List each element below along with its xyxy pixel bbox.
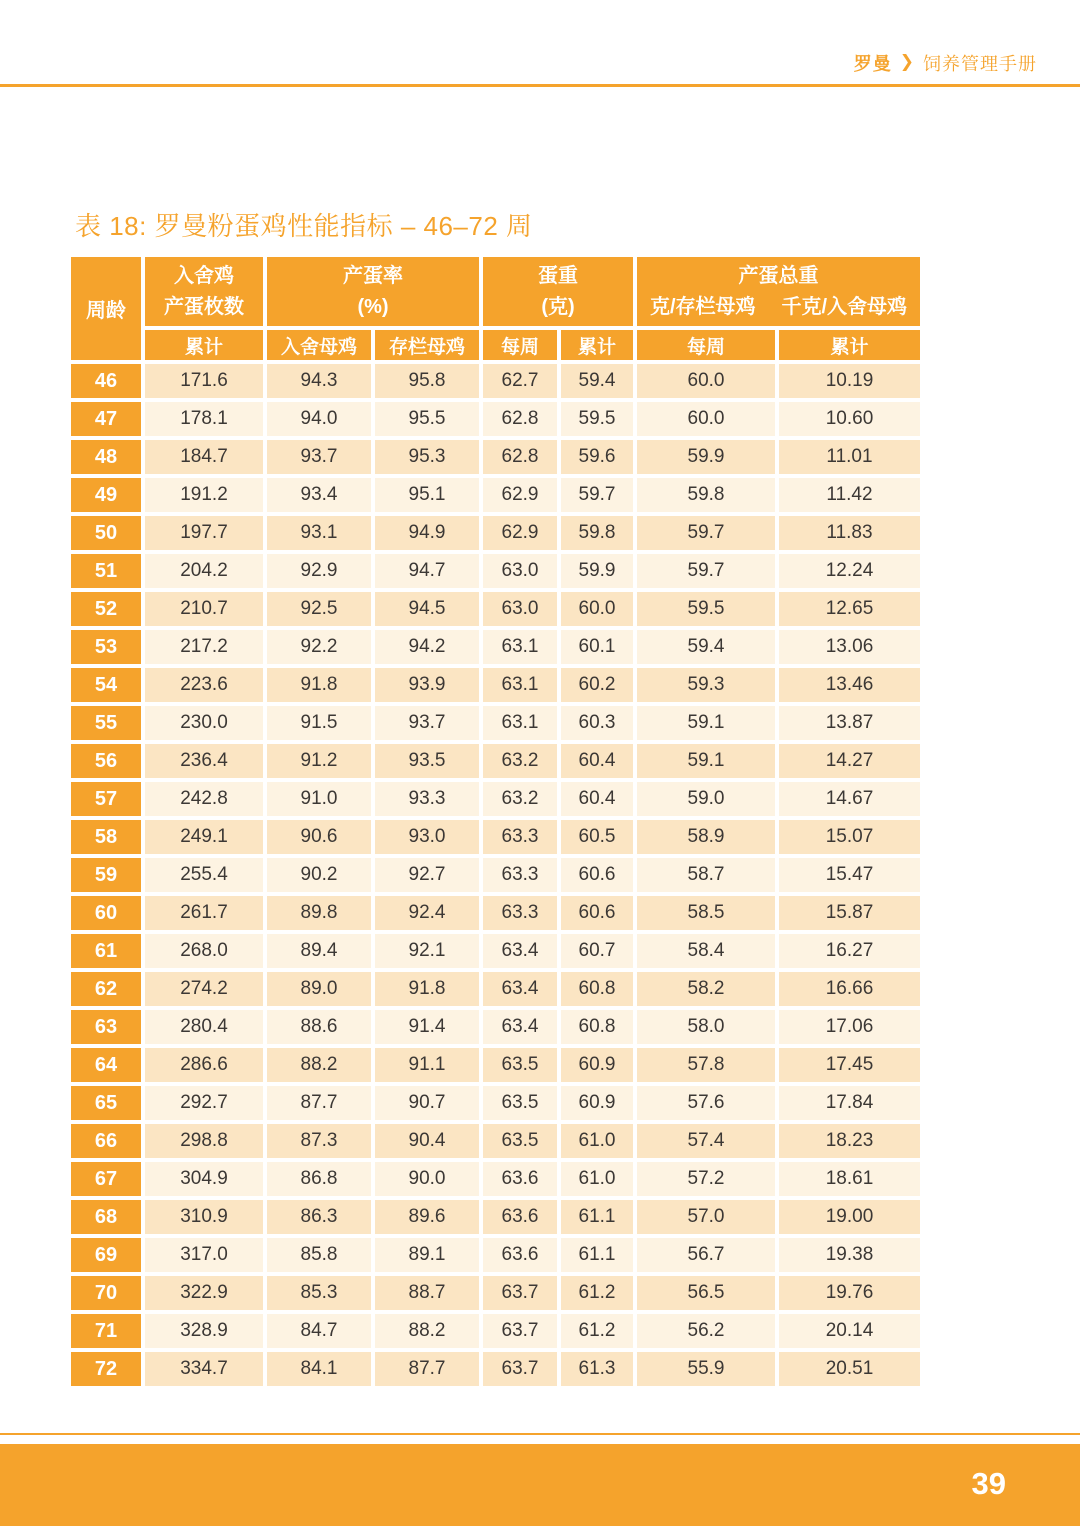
week-age-cell: 48 [71,440,141,474]
value-cell: 60.7 [561,934,633,968]
value-cell: 92.4 [375,896,479,930]
col-group-laying-rate [267,257,479,326]
value-cell: 60.2 [561,668,633,702]
value-cell: 286.6 [145,1048,263,1082]
value-cell: 94.5 [375,592,479,626]
value-cell: 60.6 [561,896,633,930]
table-row [71,668,920,702]
value-cell: 61.0 [561,1124,633,1158]
value-cell: 63.3 [483,896,557,930]
manual-title: 饲养管理手册 [923,54,1037,74]
table-row [71,706,920,740]
value-cell: 95.8 [375,364,479,398]
value-cell: 59.9 [561,554,633,588]
value-cell: 63.5 [483,1086,557,1120]
week-age-cell: 55 [71,706,141,740]
value-cell: 89.1 [375,1238,479,1272]
value-cell: 63.3 [483,820,557,854]
value-cell: 60.4 [561,744,633,778]
value-cell: 20.14 [779,1314,920,1348]
value-cell: 60.6 [561,858,633,892]
subcol-weekly-egg-weight: 每周 [483,330,557,360]
value-cell: 60.0 [637,402,775,436]
value-cell: 93.7 [375,706,479,740]
subcol-cumulative-eggs: 累计 [145,330,263,360]
table-row [71,554,920,588]
table-body [71,364,920,1386]
page-header [0,0,1080,88]
value-cell: 56.5 [637,1276,775,1310]
value-cell: 95.1 [375,478,479,512]
unit-grams-per-hen-day: 克/存栏母鸡 [649,295,756,318]
col-group-eggs-per-hen-housed [145,257,263,326]
week-age-cell: 47 [71,402,141,436]
value-cell: 61.2 [561,1314,633,1348]
subcol-hen-day: 存栏母鸡 [375,330,479,360]
value-cell: 63.6 [483,1200,557,1234]
table-row [71,1048,920,1082]
value-cell: 217.2 [145,630,263,664]
week-age-cell: 64 [71,1048,141,1082]
table-row [71,858,920,892]
value-cell: 236.4 [145,744,263,778]
value-cell: 59.0 [637,782,775,816]
table-row [71,820,920,854]
subcol-cumulative-egg-weight: 累计 [561,330,633,360]
table-row [71,1124,920,1158]
value-cell: 57.0 [637,1200,775,1234]
value-cell: 88.6 [267,1010,371,1044]
value-cell: 261.7 [145,896,263,930]
value-cell: 328.9 [145,1314,263,1348]
chevron-right-icon: ❯ [899,52,915,71]
value-cell: 11.83 [779,516,920,550]
value-cell: 249.1 [145,820,263,854]
table-row [71,364,920,398]
value-cell: 210.7 [145,592,263,626]
value-cell: 63.2 [483,744,557,778]
value-cell: 63.3 [483,858,557,892]
value-cell: 92.7 [375,858,479,892]
value-cell: 63.0 [483,592,557,626]
value-cell: 12.24 [779,554,920,588]
value-cell: 60.5 [561,820,633,854]
unit-kg-per-hen-housed: 千克/入舍母鸡 [781,295,908,318]
value-cell: 85.8 [267,1238,371,1272]
value-cell: 60.0 [561,592,633,626]
header-group-row [71,257,920,326]
value-cell: 11.01 [779,440,920,474]
value-cell: 59.5 [561,402,633,436]
value-cell: 58.2 [637,972,775,1006]
week-age-cell: 67 [71,1162,141,1196]
value-cell: 59.6 [561,440,633,474]
table-row [71,1200,920,1234]
week-age-cell: 52 [71,592,141,626]
subcol-cumulative-egg-mass: 累计 [779,330,920,360]
table-header [71,257,920,360]
value-cell: 57.8 [637,1048,775,1082]
value-cell: 63.6 [483,1162,557,1196]
value-cell: 15.87 [779,896,920,930]
value-cell: 58.0 [637,1010,775,1044]
value-cell: 18.61 [779,1162,920,1196]
value-cell: 13.87 [779,706,920,740]
value-cell: 19.00 [779,1200,920,1234]
value-cell: 13.46 [779,668,920,702]
table-row [71,440,920,474]
value-cell: 16.27 [779,934,920,968]
value-cell: 88.2 [375,1314,479,1348]
value-cell: 56.7 [637,1238,775,1272]
value-cell: 62.8 [483,440,557,474]
week-age-cell: 46 [71,364,141,398]
value-cell: 92.9 [267,554,371,588]
value-cell: 322.9 [145,1276,263,1310]
value-cell: 62.9 [483,478,557,512]
group-title: 蛋重 [538,264,578,287]
value-cell: 90.6 [267,820,371,854]
week-age-cell: 63 [71,1010,141,1044]
value-cell: 93.7 [267,440,371,474]
col-group-total-egg-mass [637,257,920,326]
value-cell: 59.5 [637,592,775,626]
week-age-cell: 66 [71,1124,141,1158]
value-cell: 94.2 [375,630,479,664]
brand-name: 罗曼 [853,54,892,74]
value-cell: 63.4 [483,1010,557,1044]
value-cell: 13.06 [779,630,920,664]
value-cell: 63.4 [483,934,557,968]
week-age-cell: 59 [71,858,141,892]
table-row [71,1086,920,1120]
value-cell: 93.3 [375,782,479,816]
value-cell: 12.65 [779,592,920,626]
value-cell: 87.7 [267,1086,371,1120]
table-row [71,592,920,626]
group-title: 产蛋率 [343,264,403,287]
week-age-cell: 54 [71,668,141,702]
value-cell: 63.4 [483,972,557,1006]
value-cell: 16.66 [779,972,920,1006]
value-cell: 59.7 [561,478,633,512]
value-cell: 55.9 [637,1352,775,1386]
value-cell: 91.8 [267,668,371,702]
value-cell: 61.0 [561,1162,633,1196]
value-cell: 230.0 [145,706,263,740]
value-cell: 92.2 [267,630,371,664]
value-cell: 59.4 [561,364,633,398]
value-cell: 62.9 [483,516,557,550]
value-cell: 91.5 [267,706,371,740]
value-cell: 89.4 [267,934,371,968]
value-cell: 59.1 [637,706,775,740]
value-cell: 63.7 [483,1314,557,1348]
value-cell: 19.76 [779,1276,920,1310]
value-cell: 63.2 [483,782,557,816]
value-cell: 57.2 [637,1162,775,1196]
value-cell: 10.60 [779,402,920,436]
week-age-cell: 62 [71,972,141,1006]
table-row [71,1010,920,1044]
week-age-cell: 60 [71,896,141,930]
value-cell: 191.2 [145,478,263,512]
table-row [71,516,920,550]
value-cell: 59.3 [637,668,775,702]
value-cell: 59.7 [637,554,775,588]
value-cell: 91.2 [267,744,371,778]
value-cell: 63.5 [483,1048,557,1082]
value-cell: 10.19 [779,364,920,398]
value-cell: 93.5 [375,744,479,778]
value-cell: 17.84 [779,1086,920,1120]
value-cell: 63.6 [483,1238,557,1272]
value-cell: 93.0 [375,820,479,854]
week-age-cell: 49 [71,478,141,512]
week-age-cell: 68 [71,1200,141,1234]
value-cell: 61.3 [561,1352,633,1386]
value-cell: 95.3 [375,440,479,474]
value-cell: 87.3 [267,1124,371,1158]
week-age-cell: 58 [71,820,141,854]
value-cell: 58.4 [637,934,775,968]
value-cell: 92.5 [267,592,371,626]
value-cell: 90.2 [267,858,371,892]
value-cell: 59.1 [637,744,775,778]
group-title: 产蛋总重 [738,264,819,287]
value-cell: 59.4 [637,630,775,664]
week-age-cell: 61 [71,934,141,968]
value-cell: 91.0 [267,782,371,816]
value-cell: 18.23 [779,1124,920,1158]
value-cell: 268.0 [145,934,263,968]
value-cell: 85.3 [267,1276,371,1310]
value-cell: 178.1 [145,402,263,436]
week-age-cell: 72 [71,1352,141,1386]
page-number: 39 [971,1466,1006,1501]
value-cell: 63.1 [483,668,557,702]
value-cell: 20.51 [779,1352,920,1386]
value-cell: 171.6 [145,364,263,398]
value-cell: 334.7 [145,1352,263,1386]
week-age-cell: 51 [71,554,141,588]
value-cell: 91.8 [375,972,479,1006]
week-age-cell: 50 [71,516,141,550]
value-cell: 62.7 [483,364,557,398]
group-subtitle: (克) [541,295,575,318]
group-subtitle: (%) [357,295,389,318]
value-cell: 59.8 [561,516,633,550]
value-cell: 11.42 [779,478,920,512]
table-row [71,1276,920,1310]
value-cell: 86.8 [267,1162,371,1196]
header-sub-row [71,330,920,360]
value-cell: 89.8 [267,896,371,930]
value-cell: 298.8 [145,1124,263,1158]
value-cell: 15.07 [779,820,920,854]
value-cell: 63.7 [483,1276,557,1310]
subcol-weekly-egg-mass: 每周 [637,330,775,360]
value-cell: 17.06 [779,1010,920,1044]
table-row [71,972,920,1006]
value-cell: 14.67 [779,782,920,816]
value-cell: 63.5 [483,1124,557,1158]
value-cell: 58.9 [637,820,775,854]
value-cell: 197.7 [145,516,263,550]
value-cell: 59.7 [637,516,775,550]
value-cell: 63.0 [483,554,557,588]
group-subtitle: 产蛋枚数 [164,295,244,318]
value-cell: 62.8 [483,402,557,436]
value-cell: 255.4 [145,858,263,892]
week-age-cell: 70 [71,1276,141,1310]
week-age-cell: 69 [71,1238,141,1272]
value-cell: 88.2 [267,1048,371,1082]
value-cell: 87.7 [375,1352,479,1386]
value-cell: 61.2 [561,1276,633,1310]
col-header-week-age: 周龄 [71,257,141,360]
value-cell: 59.9 [637,440,775,474]
value-cell: 91.4 [375,1010,479,1044]
value-cell: 280.4 [145,1010,263,1044]
table-row [71,630,920,664]
value-cell: 92.1 [375,934,479,968]
value-cell: 57.6 [637,1086,775,1120]
value-cell: 58.7 [637,858,775,892]
table-row [71,402,920,436]
value-cell: 88.7 [375,1276,479,1310]
value-cell: 60.9 [561,1086,633,1120]
value-cell: 56.2 [637,1314,775,1348]
value-cell: 292.7 [145,1086,263,1120]
group-title: 入舍鸡 [174,264,234,287]
value-cell: 223.6 [145,668,263,702]
value-cell: 14.27 [779,744,920,778]
value-cell: 90.7 [375,1086,479,1120]
table-title: 表 18: 罗曼粉蛋鸡性能指标 – 46–72 周 [75,211,533,241]
table-row [71,896,920,930]
week-age-cell: 57 [71,782,141,816]
table-row [71,744,920,778]
value-cell: 58.5 [637,896,775,930]
value-cell: 84.7 [267,1314,371,1348]
value-cell: 90.4 [375,1124,479,1158]
week-age-cell: 56 [71,744,141,778]
header-brand-line [854,50,1037,76]
value-cell: 274.2 [145,972,263,1006]
week-age-cell: 71 [71,1314,141,1348]
week-age-cell: 65 [71,1086,141,1120]
value-cell: 93.1 [267,516,371,550]
table-row [71,934,920,968]
value-cell: 60.3 [561,706,633,740]
col-group-egg-weight [483,257,633,326]
value-cell: 59.8 [637,478,775,512]
value-cell: 17.45 [779,1048,920,1082]
value-cell: 63.1 [483,706,557,740]
value-cell: 310.9 [145,1200,263,1234]
value-cell: 89.6 [375,1200,479,1234]
value-cell: 93.9 [375,668,479,702]
value-cell: 60.8 [561,972,633,1006]
table-row [71,1162,920,1196]
value-cell: 63.7 [483,1352,557,1386]
performance-table [67,253,924,1390]
value-cell: 89.0 [267,972,371,1006]
value-cell: 63.1 [483,630,557,664]
value-cell: 60.9 [561,1048,633,1082]
value-cell: 60.0 [637,364,775,398]
value-cell: 84.1 [267,1352,371,1386]
table-row [71,1352,920,1386]
value-cell: 19.38 [779,1238,920,1272]
value-cell: 204.2 [145,554,263,588]
value-cell: 95.5 [375,402,479,436]
value-cell: 61.1 [561,1200,633,1234]
value-cell: 15.47 [779,858,920,892]
value-cell: 60.4 [561,782,633,816]
table-row [71,782,920,816]
group-units [637,292,920,323]
value-cell: 93.4 [267,478,371,512]
footer-divider [0,1433,1080,1435]
header-divider [0,84,1080,87]
table-row [71,1314,920,1348]
value-cell: 94.9 [375,516,479,550]
value-cell: 304.9 [145,1162,263,1196]
value-cell: 60.8 [561,1010,633,1044]
value-cell: 57.4 [637,1124,775,1158]
value-cell: 184.7 [145,440,263,474]
value-cell: 86.3 [267,1200,371,1234]
value-cell: 317.0 [145,1238,263,1272]
week-age-cell: 53 [71,630,141,664]
subcol-hen-housed: 入舍母鸡 [267,330,371,360]
value-cell: 94.3 [267,364,371,398]
value-cell: 90.0 [375,1162,479,1196]
footer-bar [0,1444,1080,1526]
value-cell: 60.1 [561,630,633,664]
value-cell: 94.7 [375,554,479,588]
value-cell: 242.8 [145,782,263,816]
table-row [71,1238,920,1272]
value-cell: 91.1 [375,1048,479,1082]
value-cell: 61.1 [561,1238,633,1272]
table-row [71,478,920,512]
value-cell: 94.0 [267,402,371,436]
